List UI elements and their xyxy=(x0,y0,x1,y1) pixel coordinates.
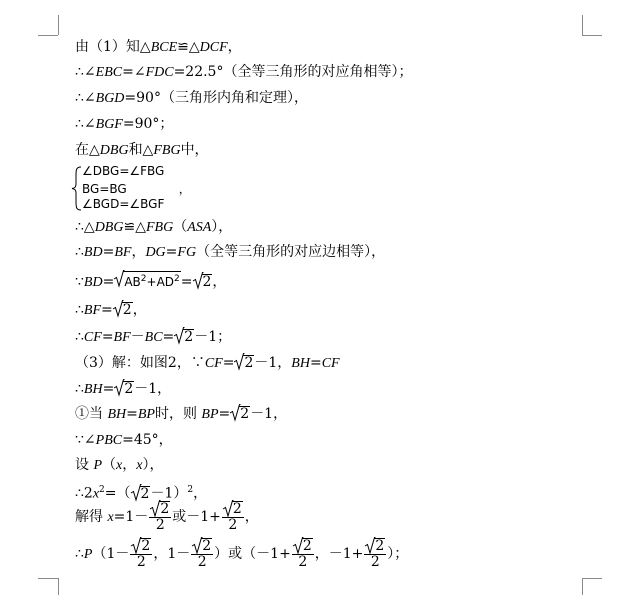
proof-line-15 xyxy=(75,456,163,475)
square-root xyxy=(223,501,243,517)
radicand: 2 xyxy=(122,302,132,318)
square-root xyxy=(150,501,170,517)
exponent: 2 xyxy=(140,274,147,284)
text-segment: = xyxy=(126,406,138,422)
proof-line-8 xyxy=(75,271,226,292)
proof-line-1 xyxy=(75,38,242,57)
condition-2 xyxy=(82,180,191,197)
segment-name: CF xyxy=(321,356,340,371)
text-segment: ， xyxy=(178,182,191,196)
square-root xyxy=(113,301,133,319)
fraction xyxy=(292,538,314,570)
text-segment: 在△ xyxy=(75,142,100,158)
triangle-name: DCF xyxy=(199,40,228,55)
radicand: AB xyxy=(124,275,141,289)
denominator: 2 xyxy=(370,554,380,570)
proof-line-5 xyxy=(75,141,209,160)
proof-line-4 xyxy=(75,115,173,134)
proof-line-12 xyxy=(75,380,171,399)
denominator: 2 xyxy=(155,517,165,533)
square-root xyxy=(192,538,212,554)
variable: x xyxy=(92,486,100,502)
text-segment: ∵ xyxy=(75,274,84,290)
text-segment: 或－1+ xyxy=(172,509,221,525)
crop-mark-top-left-v xyxy=(58,15,59,35)
segment-name: CF xyxy=(83,330,102,345)
proof-line-2 xyxy=(75,63,412,82)
radical-sign-icon xyxy=(114,379,124,396)
square-root xyxy=(114,380,134,398)
point-name: P xyxy=(83,547,93,562)
crop-mark-bottom-left-v xyxy=(58,578,59,595)
exponent: 2 xyxy=(187,485,194,495)
text-segment: －1， xyxy=(254,355,292,371)
text-segment: = xyxy=(180,274,193,290)
text-segment: = xyxy=(162,329,175,345)
proof-line-11 xyxy=(75,354,340,373)
radical-sign-icon xyxy=(131,484,141,501)
square-root xyxy=(174,328,194,346)
text-segment: = xyxy=(165,244,178,260)
text-segment: －1， xyxy=(134,381,172,397)
text-segment: （ xyxy=(173,219,188,235)
text-segment: = xyxy=(309,355,322,371)
text-segment: ∴ xyxy=(75,381,84,397)
text-segment: （全等三角形的对应边相等）， xyxy=(196,244,386,260)
radical-sign-icon xyxy=(131,537,141,554)
proof-line-17 xyxy=(75,501,259,533)
fraction xyxy=(222,501,244,533)
radicand: 2 xyxy=(202,538,212,554)
text-segment: 由（1）知△ xyxy=(75,39,151,55)
text-segment: =45°， xyxy=(122,432,173,448)
square-root xyxy=(365,538,385,554)
radicand: 2 xyxy=(240,406,250,422)
text-segment: ，－1+ xyxy=(314,546,364,562)
variable: x xyxy=(136,458,143,473)
point-name: P xyxy=(93,458,103,473)
text-segment: =∠ xyxy=(122,64,146,80)
segment-name: BH xyxy=(83,382,103,397)
segment-name: DG xyxy=(145,245,166,260)
crop-mark-top-right-v xyxy=(582,15,583,35)
text-segment: ≌△ xyxy=(123,219,146,235)
radicand: +AD xyxy=(146,275,175,289)
triangle-name: FBG xyxy=(153,143,181,158)
text-segment: ∴△ xyxy=(75,219,95,235)
proof-line-7 xyxy=(75,243,385,262)
segment-name: BH xyxy=(291,356,310,371)
text-segment: =90°（三角形内角和定理）， xyxy=(124,90,308,106)
radicand: 2 xyxy=(302,538,312,554)
text-segment: ≌△ xyxy=(177,39,200,55)
text-segment: = xyxy=(102,244,115,260)
radicand: 2 xyxy=(202,274,212,290)
triangle-name: DBG xyxy=(94,220,124,235)
text-segment: －1； xyxy=(194,329,232,345)
denominator: 2 xyxy=(228,517,238,533)
triangle-name: FBG xyxy=(145,220,174,235)
radicand: 2 xyxy=(140,485,150,502)
text-segment: ， xyxy=(212,274,227,290)
text-segment: － xyxy=(130,329,145,345)
exponent: 2 xyxy=(99,485,105,495)
radical-sign-icon xyxy=(113,300,123,317)
radical-sign-icon xyxy=(234,353,244,370)
text-segment: （ xyxy=(102,457,117,473)
text-segment: ， xyxy=(244,509,259,525)
text-segment: 设 xyxy=(75,457,94,473)
condition-1: ∠DBG=∠FBG xyxy=(82,164,165,178)
radical-sign-icon xyxy=(174,327,184,344)
theorem-name: ASA xyxy=(187,220,212,235)
text-segment: 解得 xyxy=(75,509,108,525)
condition-3: ∠BGD=∠BGF xyxy=(82,197,165,211)
radicand: 2 xyxy=(160,501,170,517)
exponent: 2 xyxy=(174,274,180,284)
angle-name: FDC xyxy=(145,65,174,80)
text-segment: 时，则 xyxy=(154,406,202,422)
text-segment: ， xyxy=(131,244,146,260)
proof-line-14 xyxy=(75,431,173,450)
angle-name: EBC xyxy=(95,65,123,80)
angle-name: BGF xyxy=(95,117,123,132)
fraction xyxy=(364,538,386,570)
segment-name: BP xyxy=(137,407,155,422)
proof-line-13 xyxy=(75,405,287,424)
segment-name: BF xyxy=(83,303,102,318)
text-segment: =（ xyxy=(104,485,131,502)
variable: x xyxy=(116,458,123,473)
fraction xyxy=(149,501,171,533)
text-segment: = xyxy=(101,302,113,318)
square-root xyxy=(230,405,250,423)
radical-sign-icon xyxy=(114,270,124,287)
crop-mark-top-right-h xyxy=(582,35,602,36)
square-root xyxy=(131,485,151,503)
text-segment: ）或（－1+ xyxy=(214,546,291,562)
text-segment: ∴ xyxy=(75,546,84,562)
text-segment: 和△ xyxy=(128,142,154,158)
radical-sign-icon xyxy=(293,537,303,554)
proof-line-3 xyxy=(75,89,308,108)
text-segment: = xyxy=(218,406,231,422)
text-segment: ∵∠ xyxy=(75,432,96,448)
segment-name: CF xyxy=(204,356,223,371)
angle-name: PBC xyxy=(95,433,123,448)
square-root xyxy=(293,538,313,554)
text-segment: ）， xyxy=(142,457,164,473)
text-segment: －1， xyxy=(250,406,288,422)
radicand: 2 xyxy=(124,381,134,397)
text-segment: ， xyxy=(132,302,147,318)
text-segment: = xyxy=(222,355,235,371)
square-root xyxy=(234,354,254,372)
text-segment: ， xyxy=(193,485,208,502)
segment-name: BD xyxy=(83,275,103,290)
fraction xyxy=(130,538,152,570)
crop-mark-bottom-right-h xyxy=(582,578,602,579)
radical-sign-icon xyxy=(150,500,160,517)
text-segment: = xyxy=(101,329,114,345)
square-root xyxy=(193,273,213,291)
text-segment: ，1－ xyxy=(153,546,191,562)
text-segment: ∴ xyxy=(75,244,84,260)
radical-sign-icon xyxy=(230,404,240,421)
crop-mark-bottom-right-v xyxy=(582,578,583,595)
text-segment: = xyxy=(102,274,115,290)
segment-name: BF xyxy=(113,330,131,345)
text-segment: BG=BG xyxy=(82,182,127,196)
triangle-name: BCE xyxy=(150,40,178,55)
radicand: 2 xyxy=(184,329,194,345)
radical-sign-icon xyxy=(192,537,202,554)
radicand: 2 xyxy=(141,538,151,554)
segment-name: BC xyxy=(144,330,163,345)
text-segment: －1） xyxy=(150,485,188,502)
radical-sign-icon xyxy=(193,272,203,289)
denominator: 2 xyxy=(298,554,308,570)
segment-name: BD xyxy=(83,245,103,260)
radicand: 2 xyxy=(375,538,385,554)
text-segment: ）， xyxy=(211,219,233,235)
text-segment: ∴∠ xyxy=(75,116,96,132)
radicand: 2 xyxy=(232,501,242,517)
segment-name: FG xyxy=(177,245,197,260)
radical-sign-icon xyxy=(223,500,233,517)
proof-line-10 xyxy=(75,328,231,347)
proof-line-18 xyxy=(75,538,408,570)
text-segment: ∴ xyxy=(75,302,84,318)
denominator: 2 xyxy=(136,554,146,570)
text-segment: ∴∠ xyxy=(75,64,96,80)
text-segment: （1－ xyxy=(92,546,130,562)
fraction xyxy=(191,538,213,570)
text-segment: （3）解：如图2，∵ xyxy=(75,355,205,371)
segment-name: BP xyxy=(201,407,219,422)
angle-name: BGD xyxy=(95,91,125,106)
denominator: 2 xyxy=(197,554,207,570)
segment-name: BH xyxy=(107,407,127,422)
square-root xyxy=(114,271,180,291)
text-segment: = xyxy=(102,381,115,397)
text-segment: =90°； xyxy=(122,116,174,132)
proof-line-9 xyxy=(75,301,147,320)
crop-mark-top-left-h xyxy=(38,35,58,36)
text-segment: 中， xyxy=(180,142,209,158)
text-segment: =1－ xyxy=(113,509,149,525)
proof-line-6 xyxy=(75,218,232,237)
text-segment: ①当 xyxy=(75,406,108,422)
text-segment: ， xyxy=(122,457,137,473)
triangle-name: DBG xyxy=(99,143,129,158)
text-segment: ∴ xyxy=(75,329,84,345)
text-segment: =22.5°（全等三角形的对应角相等）； xyxy=(173,64,413,80)
text-segment: ∴∠ xyxy=(75,90,96,106)
radicand: 2 xyxy=(244,355,254,371)
radical-sign-icon xyxy=(365,537,375,554)
text-segment: ∴2 xyxy=(75,485,93,502)
text-segment: ， xyxy=(227,39,242,55)
segment-name: BF xyxy=(114,245,132,260)
text-segment: ）； xyxy=(387,546,409,562)
crop-mark-bottom-left-h xyxy=(38,578,58,579)
variable: x xyxy=(107,510,114,525)
square-root xyxy=(131,538,151,554)
